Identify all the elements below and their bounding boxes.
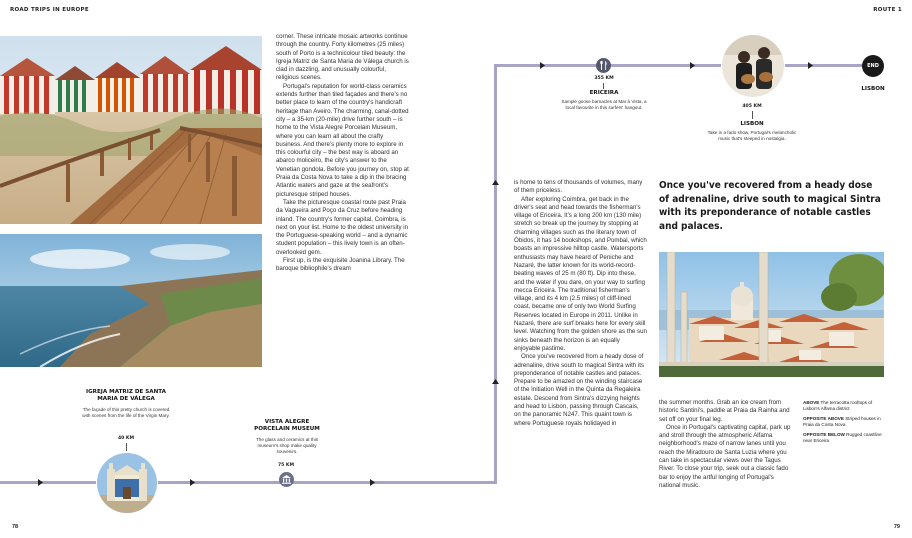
body-paragraph: First up, is the exquisite Joanina Library. The baroque bibliophile's dream — [276, 257, 405, 273]
captions — [803, 400, 883, 444]
body-paragraph: Once you've recovered from a heady dose of adrenaline, drive south to magical Sintra with its preponderance of notable castles and palaces. Prepare to be amazed on the winding staircase of the Initiation Well in the Quinta da Regaleira estate. Descend from Sintra's dizzying heights and head to Lisbon, passing through Cascais, on the panoramic N247. This quaint town is where Portuguese royals holidayed in — [514, 353, 645, 427]
page-number-left: 78 — [12, 524, 19, 530]
pin-line — [126, 443, 127, 451]
km-ericeira: 355 KM — [594, 76, 614, 81]
km-lisbon: 405 KM — [742, 104, 762, 109]
pin-line — [752, 111, 753, 119]
running-head-right: ROUTE 1 — [873, 7, 902, 13]
caption-opposite-above: OPPOSITE ABOVE Striped houses in Praia da Costa Nova — [803, 416, 881, 427]
photo-coastline — [0, 234, 262, 367]
stop-desc-vista-alegre: The glass and ceramics at this museum's shop make quality souvenirs. — [255, 437, 319, 454]
body-paragraph: After exploring Coimbra, get back in the driver's seat and head towards the fisherman's village of Ericeira. It's a long 200 km (130 mile) stretch so break up the journey by stopping at charming villages such as the literary town of Óbidos, it has 14 bookshops, and Pombal, which boasts an impressive hilltop castle. Watersports enthusiasts may have heard of Peniche and Nazaré, the latter known for its world-record-beating waves of 25 m (80 ft). Dip into these, and the water if you dare, on your way to surfing mecca Ericeira. The traditional fisherman's village, and its 4 km (2.5 miles) of cliff-lined coast, became one of only two World Surfing Reserves located in Europe in 2011. Unlike in Nazaré, there are surf breaks here for every skill level. Watching from the golden shore as the sun sinks beneath the horizon is an equally enjoyable pastime. — [514, 195, 647, 352]
pin-line — [603, 83, 604, 89]
photo-striped-houses — [0, 36, 262, 224]
museum-icon — [279, 472, 294, 487]
stop-desc-lisbon: Take in a fado show, Portugal's melancholic music that's steeped in nostalgia. — [707, 130, 797, 141]
photo-lisbon-rooftops — [659, 252, 884, 377]
route-line-bottom — [0, 481, 497, 484]
stop-desc-igreja: The façade of this pretty church is covered with scenes from the life of the Virgin Mary. — [82, 407, 170, 418]
stop-title-ericeira: ERICEIRA — [589, 90, 619, 96]
body-paragraph: the summer months. Grab an ice cream from historic Santini's, paddle at Praia da Rainha and set off on your final leg. — [659, 399, 790, 423]
pull-quote: Once you've recovered from a heady dose of adrenaline, drive south to magical Sintra with its preponderance of notable castles and palaces. — [659, 180, 881, 232]
fork-knife-icon — [596, 58, 611, 73]
page-number-right: 79 — [893, 524, 900, 530]
body-column-1 — [276, 33, 409, 274]
stop-title-igreja: IGREJA MATRIZ DE SANTA MARIA DE VÁLEGA — [86, 389, 166, 402]
caption-above: ABOVE The terracotta rooftops of Lisbon's Alfama district — [803, 400, 873, 411]
body-paragraph: Take the picturesque coastal route past Praia da Vagueira and Poço da Cruz before heading inland. The country's former capital, Coimbra, is next on your list. Home to the oldest university in the Portuguese-speaking world – and a dynamic student population – this lively town is an often-overlooked gem. — [276, 198, 409, 256]
body-paragraph: Portugal's reputation for world-class ceramics extends further than tiled façades and there's no better place to learn of the country's handicraft heritage than Aveiro. The charming, canal-dotted city – a 35-km (20-mile) drive further south – is home to the Vista Alegre Porcelain Museum, where you can learn all about the crafty business. And there's plenty more to explore in this colourful city – the best way is aboard an abarco moliceiro, the city's answer to the Venetian gondola. Before you journey on, stop at Praia da Costa Nova to take a dip in the bracing Atlantic waters and gaze at the seafront's picturesque striped houses. — [276, 82, 409, 198]
stop-title-end-lisbon: LISBON — [861, 86, 885, 92]
church-photo — [96, 452, 158, 514]
body-paragraph: Once in Portugal's captivating capital, park up and stroll through the atmospheric Alfama neighborhood's maze of narrow lanes until you reach the Miradouro de Santa Luzia where you can take in spectacular views over the Tagus River. To close your trip, seek out a classic fado bar to enjoy the artful longing of Portugal's national music. — [659, 423, 791, 489]
body-column-3 — [659, 399, 796, 490]
route-line-vertical — [494, 64, 497, 484]
stop-title-lisbon: LISBON — [740, 121, 764, 127]
km-igreja: 40 KM — [117, 436, 135, 441]
running-head-left: ROAD TRIPS IN EUROPE — [10, 7, 89, 13]
end-badge: END — [862, 55, 884, 77]
km-vista-alegre: 75 KM — [277, 463, 295, 468]
caption-opposite-below: OPPOSITE BELOW Rugged coastline near Ericeira — [803, 432, 882, 443]
body-column-2 — [514, 179, 647, 428]
route-line-top — [494, 64, 874, 67]
stop-title-vista-alegre: VISTA ALEGRE PORCELAIN MUSEUM — [254, 419, 320, 432]
stop-desc-ericeira: Sample goose barnacles at Mar à Vista, a local favourite in this surfers' hangout. — [561, 99, 647, 110]
body-paragraph: corner. These intricate mosaic artworks continue through the country. Forty kilometres (25 miles) south of Porto is a technicolour tiled beauty: the Igreja Matriz de Santa Maria de Válega church is clad in dazzling, and unusually colourful, religious scenes. — [276, 33, 409, 82]
body-paragraph: is home to tens of thousands of volumes, many of them priceless. — [514, 179, 643, 195]
musicians-photo — [721, 34, 785, 98]
